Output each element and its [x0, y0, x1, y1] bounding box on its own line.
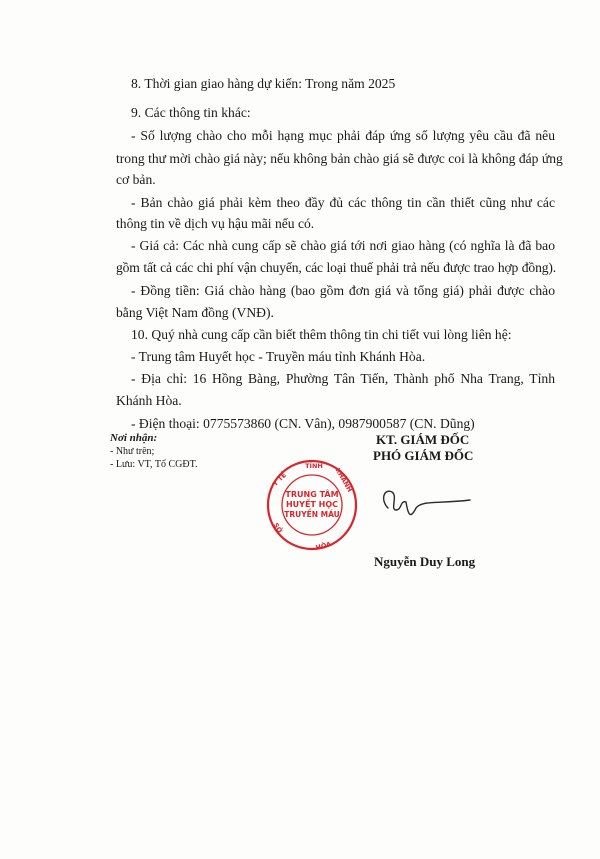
official-stamp	[262, 455, 362, 555]
signature-title-2: PHÓ GIÁM ĐỐC	[373, 448, 474, 463]
item-9-heading: 9. Các thông tin khác:	[131, 105, 251, 120]
contact-address-line2: Khánh Hòa.	[116, 393, 182, 408]
contact-address-line1: - Địa chỉ: 16 Hồng Bàng, Phường Tân Tiến, Thành phố Nha Trang, Tỉnh	[131, 371, 555, 386]
stamp-ring-left: Y TẾ	[271, 471, 289, 489]
stamp-ring-bottom: SỞ	[271, 521, 284, 535]
para-price-line2: gồm tất cả các chi phí vận chuyển, các loại thuế phải trả nếu được trao hợp đồng).	[116, 260, 556, 275]
para-quantity-line3: cơ bản.	[116, 172, 156, 187]
recipients-heading: Nơi nhận:	[110, 432, 158, 444]
para-documents-line1: - Bản chào giá phải kèm theo đầy đủ các thông tin cần thiết cũng như các	[131, 195, 555, 210]
contact-center: - Trung tâm Huyết học - Truyền máu tỉnh Khánh Hòa.	[131, 349, 426, 364]
stamp-line-1: TRUNG TÂM	[285, 490, 339, 499]
item-10-heading: 10. Quý nhà cung cấp cần biết thêm thông tin chi tiết vui lòng liên hệ:	[131, 327, 512, 342]
signature-title-1: KT. GIÁM ĐỐC	[376, 432, 470, 447]
para-quantity-line2: trong thư mời chào giá này; nếu không bản chào giá sẽ được coi là không đáp ứng	[116, 151, 563, 166]
para-quantity-line1: - Số lượng chào cho mỗi hạng mục phải đáp ứng số lượng yêu cầu đã nêu	[131, 128, 555, 143]
stamp-ring-bottom-2: HÒA	[314, 540, 333, 552]
recipients-block	[110, 432, 197, 471]
handwritten-signature	[360, 478, 480, 528]
signer-name: Nguyễn Duy Long	[374, 554, 476, 569]
recipient-item: - Như trên;	[110, 446, 155, 457]
stamp-ring-top: TỈNH	[305, 462, 323, 470]
item-8-delivery-time: 8. Thời gian giao hàng dự kiến: Trong năm 2025	[131, 76, 396, 91]
para-currency-line1: - Đồng tiền: Giá chào hàng (bao gồm đơn giá và tổng giá) phải được chào	[131, 283, 555, 298]
recipient-item: - Lưu: VT, Tổ CGĐT.	[110, 459, 198, 470]
stamp-line-3: TRUYỀN MÁU	[284, 510, 340, 519]
stamp-line-2: HUYẾT HỌC	[285, 500, 339, 509]
para-documents-line2: thông tin về dịch vụ hậu mãi nếu có.	[116, 216, 315, 231]
para-currency-line2: bằng Việt Nam đồng (VNĐ).	[116, 305, 274, 320]
stamp-ring-right: KHÁNH	[333, 466, 354, 494]
para-price-line1: - Giá cả: Các nhà cung cấp sẽ chào giá tới nơi giao hàng (có nghĩa là đã bao	[131, 238, 555, 253]
contact-phone: - Điện thoại: 0775573860 (CN. Vân), 0987900587 (CN. Dũng)	[131, 416, 475, 431]
